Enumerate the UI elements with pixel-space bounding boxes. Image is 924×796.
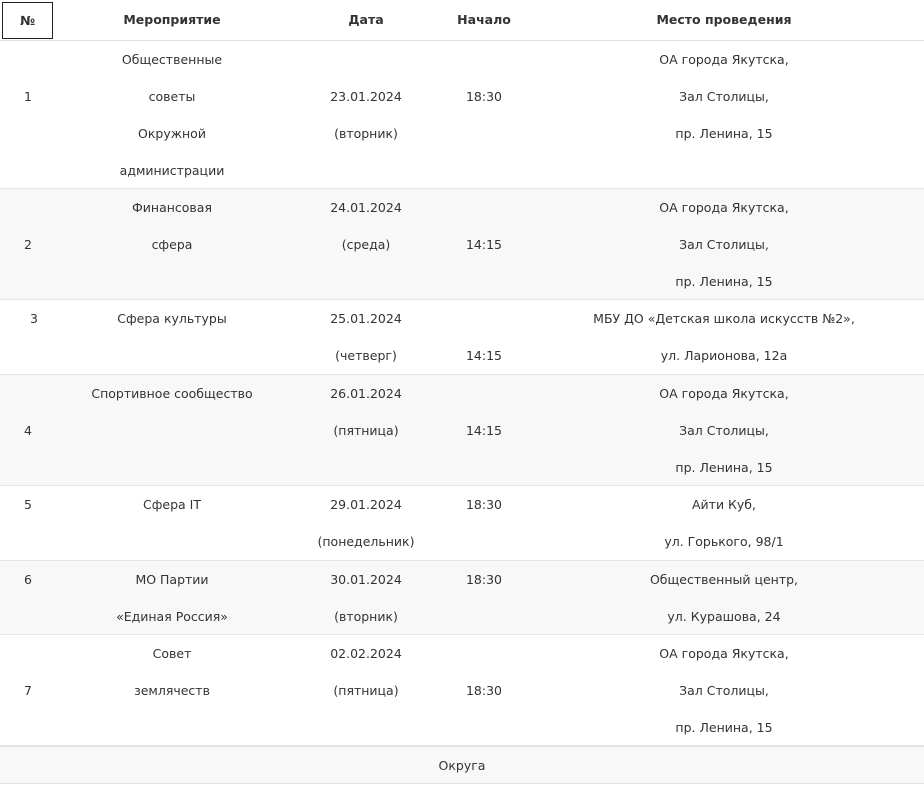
place-cell-line: ул. Горького, 98/1 [664,534,784,549]
event-cell-line: Окружной [138,126,206,141]
date-cell-line: (пятница) [333,423,399,438]
place-cell-line: Зал Столицы, [679,683,769,698]
place-cell-line: Зал Столицы, [679,237,769,252]
place-cell [524,486,924,560]
date-cell [296,635,436,709]
date-cell-line: 23.01.2024 [330,89,402,104]
place-cell [524,300,924,374]
event-cell-line: Финансовая [132,200,212,215]
place-cell-line: ОА города Якутска, [659,200,789,215]
time-cell: 18:30 [465,683,503,698]
time-cell: 18:30 [465,89,503,104]
place-cell [524,189,924,300]
event-cell [72,375,272,412]
event-cell [72,635,272,709]
date-cell [296,78,436,152]
time-cell: 14:15 [465,348,503,363]
time-cell: 18:30 [465,497,503,512]
date-cell-line: 24.01.2024 [330,200,402,215]
date-cell-line: (четверг) [335,348,397,363]
table-row: 4 Спортивное сообщество 26.01.2024 (пятница) 14:15 ОА города Якутска, Зал Столицы, пр. Ленина, 15 [0,375,924,486]
header-place: Место проведения [656,12,792,27]
event-cell-line: МО Партии [135,572,209,587]
place-cell-line: ОА города Якутска, [659,646,789,661]
date-cell [296,375,436,449]
place-cell-line: ОА города Якутска, [659,52,789,67]
event-cell-line: Сфера IT [143,497,201,512]
header-event: Мероприятие [123,12,221,27]
place-cell [524,561,924,635]
time-cell: 14:15 [465,237,503,252]
time-cell: 14:15 [465,423,503,438]
place-cell [524,41,924,152]
event-cell [72,561,272,635]
place-cell-line: ОА города Якутска, [659,386,789,401]
event-cell [72,486,272,523]
date-cell [296,486,436,560]
place-cell [524,375,924,486]
table-row: 6 МО Партии «Единая Россия» 30.01.2024 (вторник) 18:30 Общественный центр, ул. Курашова, 24 [0,561,924,635]
date-cell [296,561,436,635]
time-cell: 18:30 [465,572,503,587]
event-cell [72,41,272,189]
table-row: 5 Сфера IT 29.01.2024 (понедельник) 18:30 Айти Куб, ул. Горького, 98/1 [0,486,924,561]
place-cell-line: Общественный центр, [649,572,799,587]
date-cell-line: 02.02.2024 [330,646,402,661]
date-cell-line: 29.01.2024 [330,497,402,512]
date-cell-line: (понедельник) [317,534,415,549]
date-cell [296,189,436,263]
table-header [0,0,924,41]
event-cell-line: советы [148,89,196,104]
place-cell-line: Зал Столицы, [679,89,769,104]
event-cell-line: Сфера культуры [117,311,227,326]
header-time: Начало [457,12,511,27]
place-cell-line: пр. Ленина, 15 [675,274,773,289]
header-num[interactable]: № [2,2,53,39]
event-cell [72,189,272,263]
place-cell [524,635,924,746]
event-cell-line: Спортивное сообщество [91,386,253,401]
table-row: 1 Общественные советы Окружной администрации 23.01.2024 (вторник) 18:30 ОА города Якутска, Зал Столицы, пр. Ленина, 15 [0,41,924,189]
date-cell-line: (пятница) [333,683,399,698]
date-cell-line: (среда) [341,237,391,252]
event-cell-line: «Единая Россия» [116,609,228,624]
event-cell-line: администрации [119,163,225,178]
place-cell-line: пр. Ленина, 15 [675,460,773,475]
date-cell-line: (вторник) [334,126,398,141]
date-cell-line: (вторник) [334,609,398,624]
table-footer: Округа [0,746,924,784]
place-cell-line: МБУ ДО «Детская школа искусств №2», [593,311,855,326]
table-row: 7 Совет землячеств 02.02.2024 (пятница) 18:30 ОА города Якутска, Зал Столицы, пр. Ленина, 15 [0,635,924,746]
event-cell-line: Совет [152,646,192,661]
table-row: 3 Сфера культуры 25.01.2024 (четверг) 14:15 МБУ ДО «Детская школа искусств №2», ул. Ларионова, 12а [0,300,924,375]
date-cell-line: 26.01.2024 [330,386,402,401]
place-cell-line: ул. Курашова, 24 [667,609,781,624]
place-cell-line: Зал Столицы, [679,423,769,438]
event-cell-line: землячеств [134,683,210,698]
place-cell-line: пр. Ленина, 15 [675,126,773,141]
event-cell-line: Общественные [121,52,223,67]
date-cell-line: 30.01.2024 [330,572,402,587]
table-row: 2 Финансовая сфера 24.01.2024 (среда) 14:15 ОА города Якутска, Зал Столицы, пр. Ленина, 15 [0,189,924,300]
place-cell-line: Айти Куб, [691,497,756,512]
event-cell-line: сфера [151,237,193,252]
place-cell-line: ул. Ларионова, 12а [660,348,788,363]
header-date: Дата [348,12,384,27]
date-cell [296,300,436,374]
event-cell [72,300,272,337]
date-cell-line: 25.01.2024 [330,311,402,326]
place-cell-line: пр. Ленина, 15 [675,720,773,735]
